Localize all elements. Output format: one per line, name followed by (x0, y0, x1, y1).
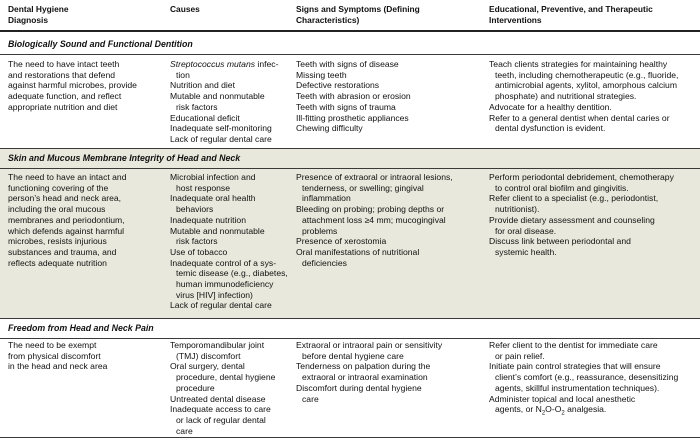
skin-interventions (489, 172, 694, 258)
text-line: including the oral mucous (8, 204, 106, 215)
text-line: phosphate) and nutritional strategies. (495, 91, 637, 102)
text-line: systemic health. (495, 246, 557, 257)
text-line: microbes, resists injurious (8, 236, 107, 247)
skin-causes (170, 172, 288, 311)
text-line: Nutrition and diet (170, 80, 235, 91)
text-line: Interventions (489, 14, 542, 25)
text-line: attachment loss ≥4 mm; mucogingival (302, 214, 446, 225)
text-line: Lack of regular dental care (170, 133, 272, 144)
text-line: human immunodeficiency (176, 279, 274, 290)
text-line: Extraoral or intraoral pain or sensitivity (296, 340, 443, 350)
text-line: Missing teeth (296, 69, 347, 80)
text-line: Inadequate control of a sys- (170, 257, 277, 268)
text-line: Refer client to a specialist (e.g., periodontist, (489, 193, 659, 204)
text-line: Chewing difficulty (296, 123, 363, 134)
text-line: which defends against harmful (8, 225, 125, 236)
text-line: Perform periodontal debridement, chemotherapy (489, 172, 674, 182)
text-line: tenderness, or swelling; gingival (302, 182, 424, 193)
text-line: against harmful microbes, provide (8, 80, 137, 91)
text-line: Microbial infection and (170, 172, 256, 182)
text-line: host response (176, 182, 230, 193)
text-line: Inadequate access to care (170, 404, 271, 415)
dentition-interventions (489, 59, 694, 134)
header-interventions (489, 4, 694, 25)
text-line: person’s head and neck area, (8, 193, 122, 204)
text-line: procedure, dental hygiene (176, 372, 276, 383)
text-line: Teeth with signs of trauma (296, 101, 396, 112)
text-line: from physical discomfort (8, 350, 101, 361)
header-signs (296, 4, 481, 25)
text-line: adequate function, and reflect (8, 91, 122, 102)
section-rule (0, 338, 700, 339)
text-line: Provide dietary assessment and counseling (489, 214, 655, 225)
text-line: functioning covering of the (8, 182, 109, 193)
text-line: The need to have intact teeth (8, 59, 120, 69)
section-rule (0, 54, 700, 55)
header-causes (170, 4, 288, 15)
text-line: Untreated dental disease (170, 393, 266, 404)
text-line: risk factors (176, 236, 218, 247)
pain-diagnosis (8, 340, 156, 372)
text-line: Lack of regular dental care (170, 300, 272, 311)
text-line: Teeth with abrasion or erosion (296, 91, 411, 102)
text-line: Dental Hygiene (8, 4, 69, 14)
text-line: or pain relief. (495, 350, 545, 361)
section-rule (0, 318, 700, 319)
text-line: or lack of regular dental (176, 414, 266, 425)
text-line: inflammation (302, 193, 351, 204)
text-line: client’s comfort (e.g., reassurance, desensitizing (495, 372, 679, 383)
text-line: Temporomandibular joint (170, 340, 265, 350)
text-line: agents, skillful instrumentation techniques). (495, 382, 660, 393)
pain-signs (296, 340, 481, 404)
text-line: Educational, Preventive, and Therapeutic (489, 4, 653, 14)
text-line: membranes and periodontium, (8, 214, 125, 225)
text-line: Presence of extraoral or intraoral lesions, (296, 172, 453, 182)
pain-interventions (489, 340, 694, 415)
text-line: virus [HIV] infection) (176, 289, 253, 300)
text-line: before dental hygiene care (302, 350, 404, 361)
dentition-causes (170, 59, 288, 145)
text-line: antimicrobial agents, xylitol, amorphous calcium (495, 80, 677, 91)
text-line: nutritionist). (495, 204, 540, 215)
text-line: teeth, including chemotherapeutic (e.g., fluoride, (495, 69, 679, 80)
text-line: Characteristics) (296, 14, 360, 25)
text-line: reflects adequate nutrition (8, 257, 107, 268)
text-line: Defective restorations (296, 80, 380, 91)
text-line: Initiate pain control strategies that will ensure (489, 361, 661, 372)
skin-diagnosis (8, 172, 156, 268)
text-line: Oral manifestations of nutritional (296, 246, 420, 257)
section-rule (0, 168, 700, 169)
text-line: Administer topical and local anesthetic (489, 393, 636, 404)
text-line: Inadequate self-monitoring (170, 123, 272, 134)
text-line: agents, or $N_2O-O_2$ analgesia. (495, 404, 607, 417)
text-line: for oral disease. (495, 225, 557, 236)
header-diagnosis (8, 4, 156, 25)
text-line: Discuss link between periodontal and (489, 236, 631, 247)
text-line: Inadequate nutrition (170, 214, 246, 225)
text-line: to control oral biofilm and gingivitis. (495, 182, 629, 193)
text-line: The need to be exempt (8, 340, 97, 350)
text-line: Bleeding on probing; probing depths or (296, 204, 445, 215)
dentition-signs (296, 59, 481, 134)
text-line: Causes (170, 4, 200, 14)
section-title-dentition: Biologically Sound and Functional Dentition (8, 39, 193, 49)
text-line: Presence of xerostomia (296, 236, 387, 247)
text-line: Refer client to the dentist for immediate care (489, 340, 658, 350)
text-line: Teach clients strategies for maintaining healthy (489, 59, 668, 69)
text-line: Discomfort during dental hygiene (296, 382, 422, 393)
text-line: care (302, 393, 319, 404)
text-line: Streptococcus mutans infec- (170, 59, 279, 69)
text-line: temic disease (e.g., diabetes, (176, 268, 288, 279)
text-line: Mutable and nonmutable (170, 225, 265, 236)
text-line: Inadequate oral health (170, 193, 256, 204)
text-line: procedure (176, 382, 215, 393)
text-line: Tenderness on palpation during the (296, 361, 431, 372)
text-line: Advocate for a healthy dentition. (489, 101, 612, 112)
section-title-skin-mucous: Skin and Mucous Membrane Integrity of Head and Neck (8, 153, 241, 163)
text-line: (TMJ) discomfort (176, 350, 241, 361)
text-line: Diagnosis (8, 14, 49, 25)
text-line: problems (302, 225, 338, 236)
pain-causes (170, 340, 288, 436)
text-line: Teeth with signs of disease (296, 59, 399, 69)
text-line: tion (176, 69, 190, 80)
text-line: Use of tobacco (170, 246, 228, 257)
skin-signs (296, 172, 481, 268)
text-line: and restorations that defend (8, 69, 116, 80)
section-title-pain: Freedom from Head and Neck Pain (8, 323, 154, 333)
text-line: deficiencies (302, 257, 347, 268)
text-line: extraoral or intraoral examination (302, 372, 428, 383)
text-line: appropriate nutrition and diet (8, 101, 118, 112)
text-line: behaviors (176, 204, 214, 215)
text-line: Oral surgery, dental (170, 361, 245, 372)
text-line: Educational deficit (170, 112, 240, 123)
section-rule (0, 148, 700, 149)
text-line: The need to have an intact and (8, 172, 127, 182)
text-line: in the head and neck area (8, 361, 108, 372)
dentition-diagnosis (8, 59, 156, 113)
text-line: Signs and Symptoms (Defining (296, 4, 420, 14)
text-line: risk factors (176, 101, 218, 112)
table-bottom-rule (0, 437, 700, 438)
text-line: care (176, 425, 193, 436)
text-line: Ill-fitting prosthetic appliances (296, 112, 409, 123)
text-line: dental dysfunction is evident. (495, 123, 606, 134)
text-line: Refer to a general dentist when dental caries or (489, 112, 670, 123)
text-line: substances and trauma, and (8, 246, 117, 257)
text-line: Mutable and nonmutable (170, 91, 265, 102)
header-rule (0, 30, 700, 32)
